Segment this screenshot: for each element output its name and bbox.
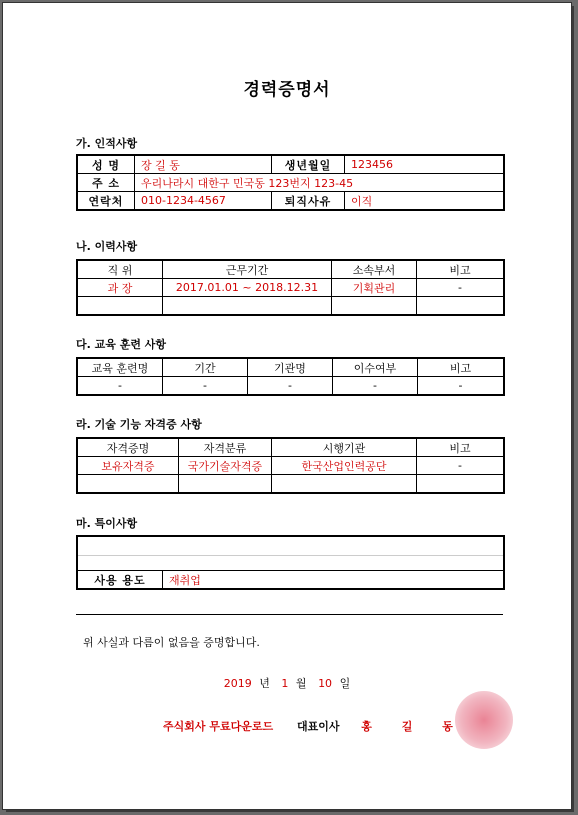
education-table xyxy=(76,357,505,396)
date-month-unit: 월 xyxy=(295,677,307,690)
table-cell: 기획관리 xyxy=(332,279,417,297)
cert-header: 시행기관 xyxy=(272,438,417,457)
usage-value: 재취업 xyxy=(163,571,505,590)
name-value: 장 길 동 xyxy=(135,155,272,174)
table-cell: - xyxy=(333,377,418,396)
table-cell: 보유자격증 xyxy=(77,457,179,475)
signature-block xyxy=(163,718,459,734)
special-table xyxy=(76,535,505,590)
certification-statement: 위 사실과 다름이 없음을 증명합니다. xyxy=(83,636,260,649)
cert-table xyxy=(76,437,505,494)
document-page xyxy=(2,2,572,810)
special-note-line xyxy=(77,556,504,571)
table-row xyxy=(77,377,504,396)
table-row xyxy=(77,297,504,316)
cert-header: 자격증명 xyxy=(77,438,179,457)
usage-label: 사용 용도 xyxy=(77,571,163,590)
table-row xyxy=(77,457,504,475)
date-year: 2019 xyxy=(223,677,252,690)
career-table xyxy=(76,259,505,316)
leave-label: 퇴직사유 xyxy=(272,192,345,211)
table-cell: - xyxy=(417,279,505,297)
education-header: 기간 xyxy=(163,358,248,377)
education-header: 교육 훈련명 xyxy=(77,358,163,377)
phone-label: 연락처 xyxy=(77,192,135,211)
table-cell: 과 장 xyxy=(77,279,163,297)
table-cell: - xyxy=(77,377,163,396)
cert-header: 자격분류 xyxy=(179,438,272,457)
date-day-unit: 일 xyxy=(339,677,351,690)
address-value: 우리나라시 대한구 민국동 123번지 123-45 xyxy=(135,174,505,192)
table-cell: - xyxy=(248,377,333,396)
date-year-unit: 년 xyxy=(259,677,270,690)
education-header: 비고 xyxy=(418,358,505,377)
issue-date xyxy=(3,675,571,691)
table-cell: - xyxy=(163,377,248,396)
section-personal-heading: 가. 인적사항 xyxy=(76,137,138,150)
personal-table xyxy=(76,154,505,211)
document-title: 경력증명서 xyxy=(243,80,331,100)
career-header: 비고 xyxy=(417,260,505,279)
company-seal-stamp xyxy=(455,691,513,749)
phone-value: 010-1234-4567 xyxy=(135,192,272,211)
date-month: 1 xyxy=(281,677,289,690)
cert-header: 비고 xyxy=(417,438,505,457)
section-cert-heading: 라. 기술 기능 자격증 사항 xyxy=(76,418,202,431)
education-header: 이수여부 xyxy=(333,358,418,377)
table-cell: - xyxy=(417,457,505,475)
section-education-heading: 다. 교육 훈련 사항 xyxy=(76,338,167,351)
career-header: 소속부서 xyxy=(332,260,417,279)
table-cell: 2017.01.01 ~ 2018.12.31 xyxy=(163,279,332,297)
table-cell: 국가기술자격증 xyxy=(179,457,272,475)
ceo-name-char: 동 xyxy=(442,720,453,733)
ceo-role: 대표이사 xyxy=(296,720,340,733)
special-note-line xyxy=(77,536,504,556)
table-row xyxy=(77,475,504,494)
address-label: 주 소 xyxy=(77,174,135,192)
name-label: 성 명 xyxy=(77,155,135,174)
company-name: 주식회사 무료다운로드 xyxy=(163,720,274,733)
section-career-heading: 나. 이력사항 xyxy=(76,240,138,253)
leave-value: 이직 xyxy=(345,192,505,211)
career-header: 근무기간 xyxy=(163,260,332,279)
birth-label: 생년월일 xyxy=(272,155,345,174)
career-header: 직 위 xyxy=(77,260,163,279)
section-special-heading: 마. 특이사항 xyxy=(76,517,138,530)
table-cell: 한국산업인력공단 xyxy=(272,457,417,475)
date-day: 10 xyxy=(318,677,333,690)
table-cell: - xyxy=(418,377,505,396)
divider xyxy=(76,614,503,615)
education-header: 기관명 xyxy=(248,358,333,377)
table-row xyxy=(77,279,504,297)
birth-value: 123456 xyxy=(345,155,505,174)
ceo-name-char: 길 xyxy=(401,720,413,733)
ceo-name-char: 홍 xyxy=(361,720,372,733)
